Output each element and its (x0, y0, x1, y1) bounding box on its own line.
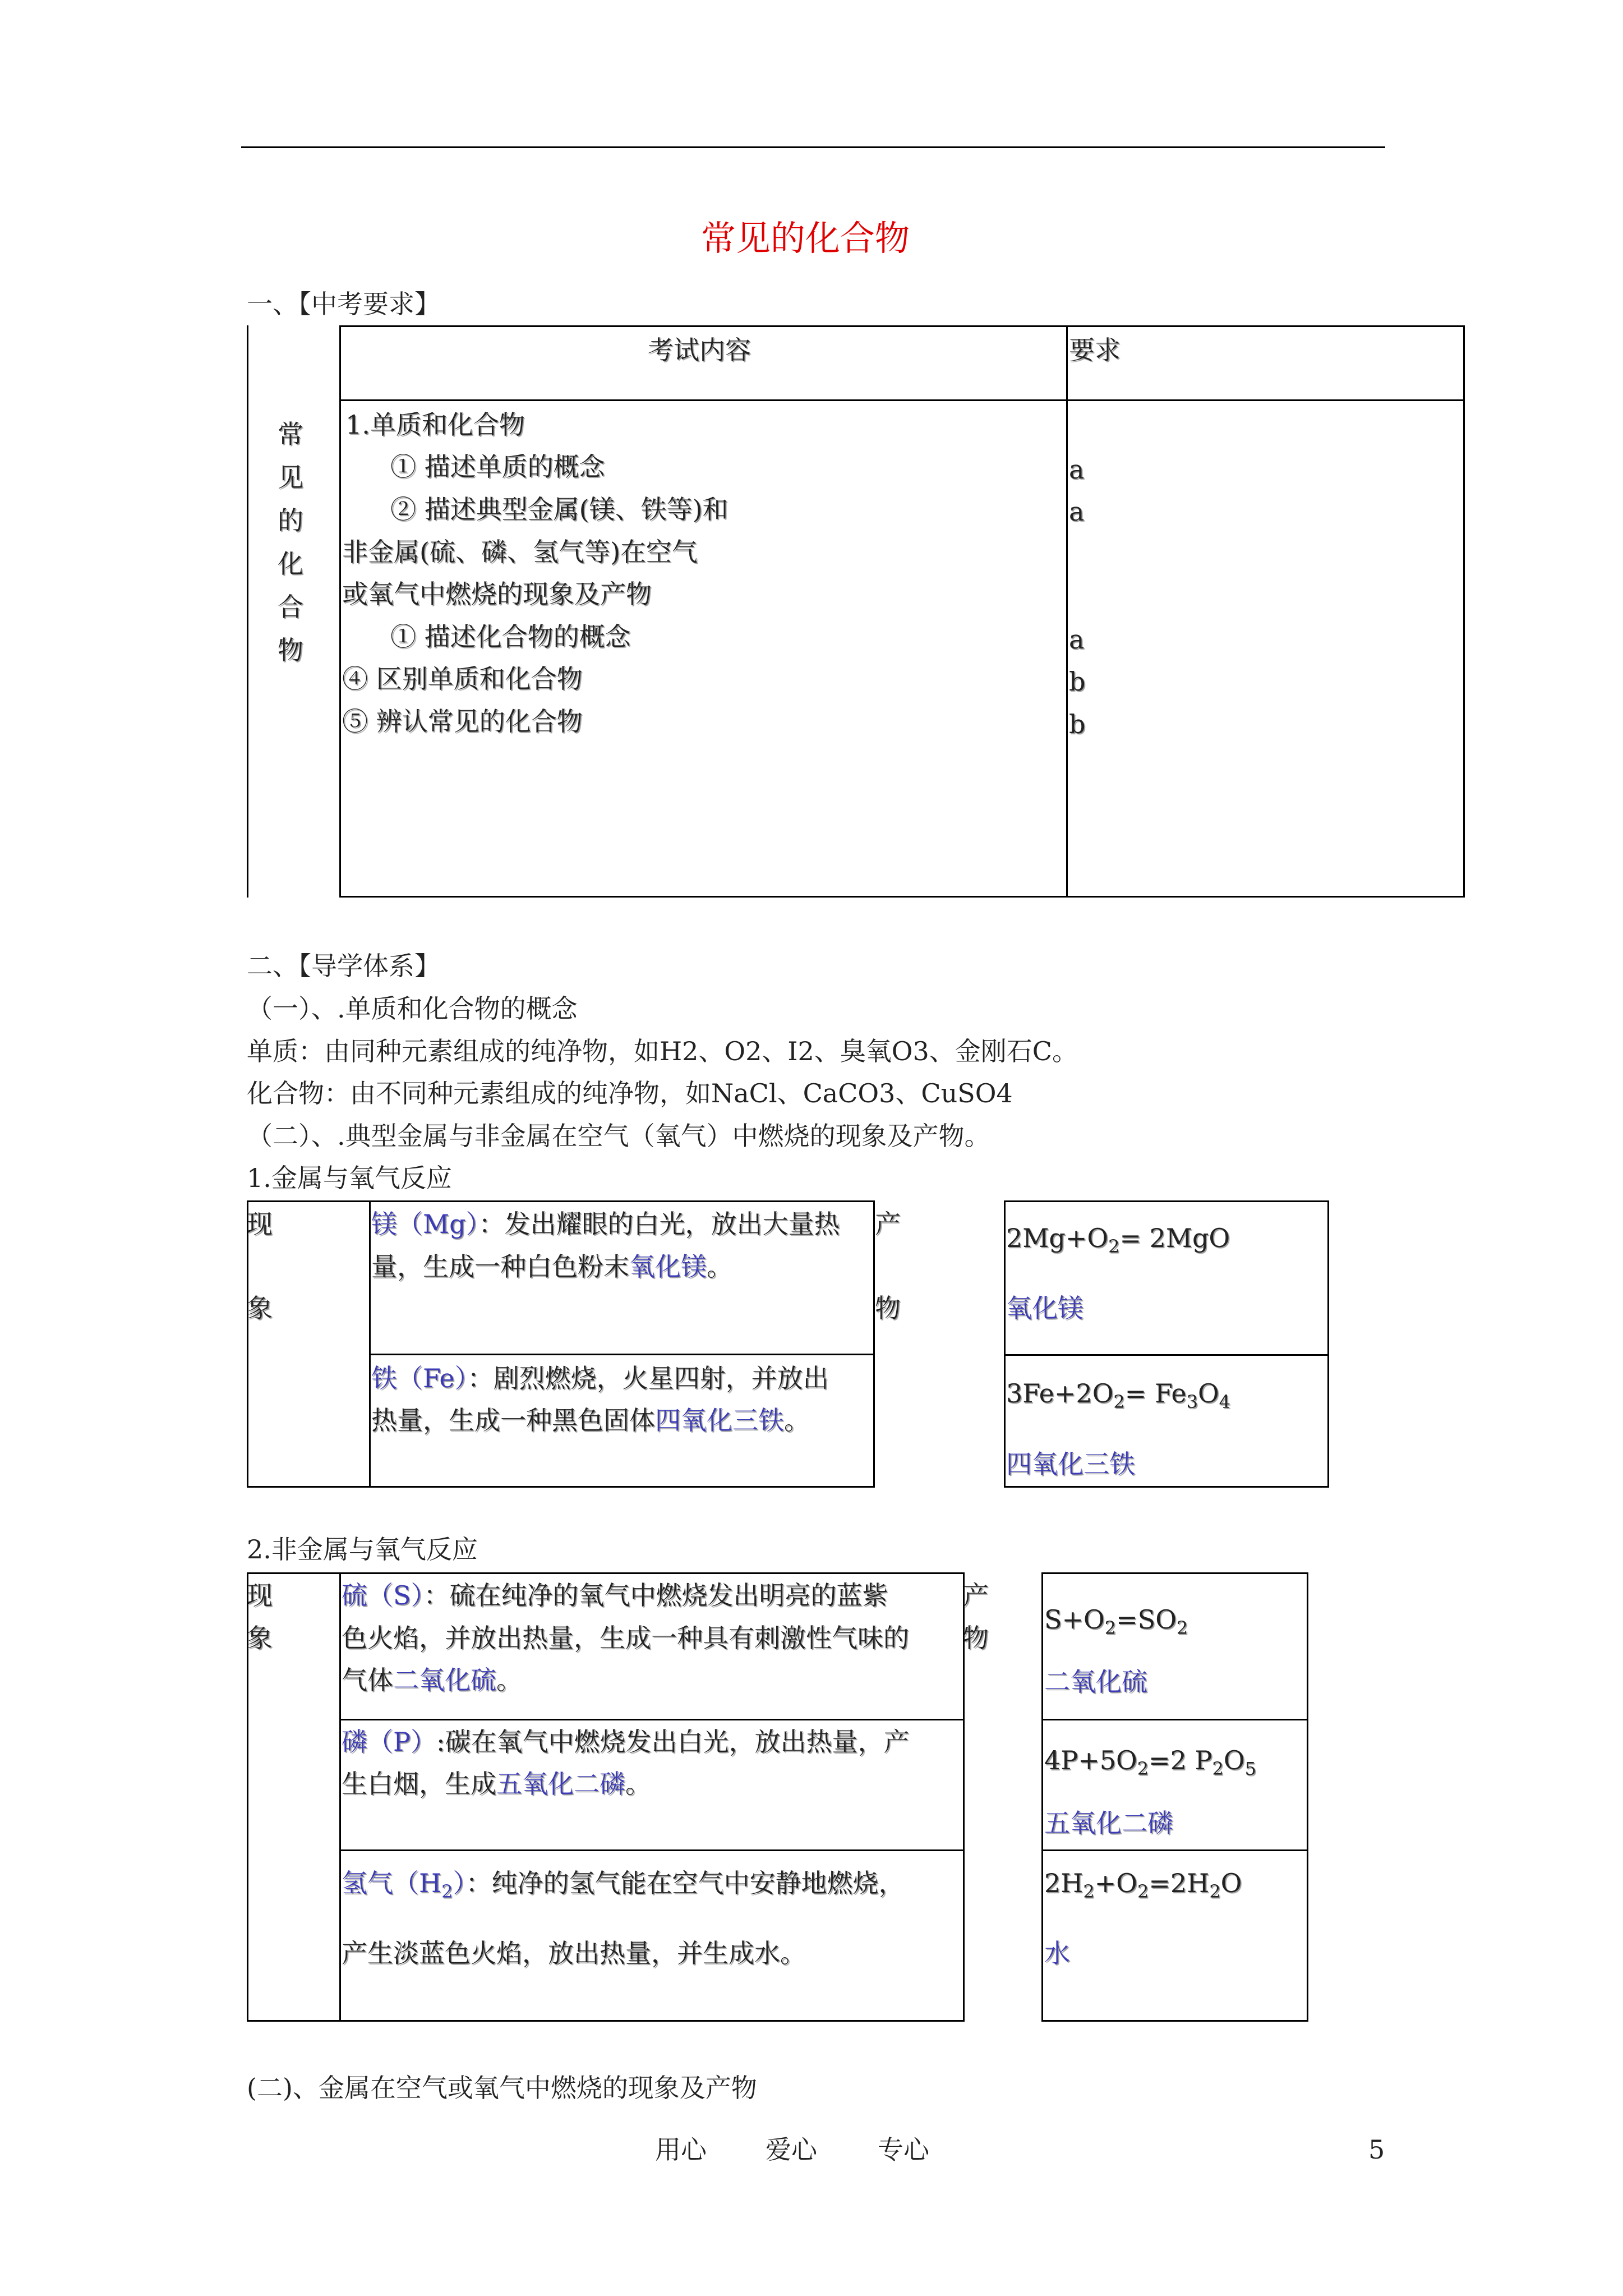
row-header-char: 合 (278, 592, 303, 622)
label-wu-2: 物 (963, 1623, 989, 1653)
fe-line1: 铁（Fe）：剧烈燃烧，火星四射，并放出 (371, 1363, 829, 1393)
fe-equation: $3Fe+2O_2= Fe_3O_4$ (1006, 1378, 1231, 1412)
content-line: 1.单质和化合物 (345, 409, 525, 440)
section2-heading: 二、【导学体系】 (247, 951, 440, 981)
p-product: 五氧化二磷 (1044, 1808, 1173, 1838)
s-line2: 色火焰，并放出热量，生成一种具有刺激性气味的 (342, 1623, 909, 1653)
header-rule (241, 146, 1385, 148)
h-equation: $2H_2+O_2=2H_2O$ (1044, 1868, 1242, 1902)
s-equation: $S+O_2=SO_2$ (1044, 1604, 1188, 1639)
definition-element: 单质：由同种元素组成的纯净物，如H2、O2、I2、臭氧O3、金刚石C。 (247, 1036, 1078, 1066)
s-product: 二氧化硫 (1044, 1667, 1147, 1697)
mg-equation: $2Mg+O_2= 2MgO$ (1006, 1223, 1230, 1257)
label-xiang: 象 (247, 1293, 273, 1323)
col-header-content: 考试内容 (648, 335, 751, 365)
row-header (278, 413, 311, 672)
requirement-level: b (1069, 666, 1086, 697)
subsection-1: （一）、.单质和化合物的概念 (247, 993, 578, 1024)
content-line: 或氧气中燃烧的现象及产物 (342, 579, 652, 609)
row-header-char: 化 (278, 549, 303, 579)
s-line3: 气体二氧化硫。 (342, 1665, 522, 1695)
footer-zhuanxin: 专心 (878, 2134, 929, 2165)
mg-line2: 量，生成一种白色粉末氧化镁。 (371, 1251, 732, 1282)
content-line: ② 描述典型金属(镁、铁等)和 (390, 494, 728, 524)
nonmetal-title: 2.非金属与氧气反应 (247, 1534, 478, 1565)
h-line2: 产生淡蓝色火焰，放出热量，并生成水。 (342, 1938, 806, 1968)
subsection-3: (二)、金属在空气或氧气中燃烧的现象及产物 (247, 2073, 757, 2103)
label-chan: 产 (875, 1209, 901, 1239)
label-xiang-2: 象 (247, 1623, 273, 1653)
content-line: ① 描述化合物的概念 (390, 622, 631, 652)
h-line1: 氢气$(H_2)$：纯净的氢气能在空气中安静地燃烧， (342, 1868, 905, 1902)
row-header-char: 常 (278, 419, 303, 449)
row-header-char: 的 (278, 505, 303, 536)
content-line: ① 描述单质的概念 (390, 452, 605, 482)
definition-compound: 化合物：由不同种元素组成的纯净物，如NaCl、CaCO3、CuSO4 (247, 1078, 1013, 1108)
p-line1: 磷（P）:碳在氧气中燃烧发出白光，放出热量，产 (342, 1727, 910, 1757)
subsection-2: （二）、.典型金属与非金属在空气（氧气）中燃烧的现象及产物。 (247, 1121, 990, 1151)
p-line2: 生白烟，生成五氧化二磷。 (342, 1769, 651, 1799)
metal-title: 1.金属与氧气反应 (247, 1163, 452, 1193)
label-chan-2: 产 (963, 1580, 989, 1611)
footer-yongxin: 用心 (655, 2134, 707, 2165)
page-title: 常见的化合物 (701, 218, 910, 259)
s-line1: 硫（S）：硫在纯净的氧气中燃烧发出明亮的蓝紫 (342, 1580, 888, 1611)
label-xian-2: 现 (247, 1580, 273, 1611)
fe-line2: 热量，生成一种黑色固体四氧化三铁。 (371, 1405, 810, 1435)
requirement-level: a (1069, 454, 1085, 485)
col-header-requirement: 要求 (1069, 335, 1121, 365)
row-header-char: 见 (278, 462, 303, 493)
label-wu: 物 (875, 1293, 901, 1323)
label-xian: 现 (247, 1209, 273, 1239)
content-line: ④ 区别单质和化合物 (342, 664, 583, 694)
p-equation: $4P+5O_2=2$ $P_2O_5$ (1044, 1745, 1256, 1779)
h-product: 水 (1044, 1938, 1070, 1968)
content-line: 非金属(硫、磷、氢气等)在空气 (342, 537, 698, 567)
fe-product: 四氧化三铁 (1006, 1449, 1135, 1479)
mg-line1: 镁（Mg）：发出耀眼的白光，放出大量热 (371, 1209, 840, 1239)
mg-product: 氧化镁 (1006, 1293, 1083, 1323)
content-line: ⑤ 辨认常见的化合物 (342, 706, 583, 737)
row-header-char: 物 (278, 635, 303, 665)
requirement-level: b (1069, 709, 1086, 739)
footer-aixin: 爱心 (766, 2134, 817, 2165)
requirement-level: a (1069, 624, 1085, 655)
section1-heading: 一、【中考要求】 (247, 289, 440, 319)
requirement-level: a (1069, 496, 1085, 527)
page-number: 5 (1368, 2134, 1385, 2165)
